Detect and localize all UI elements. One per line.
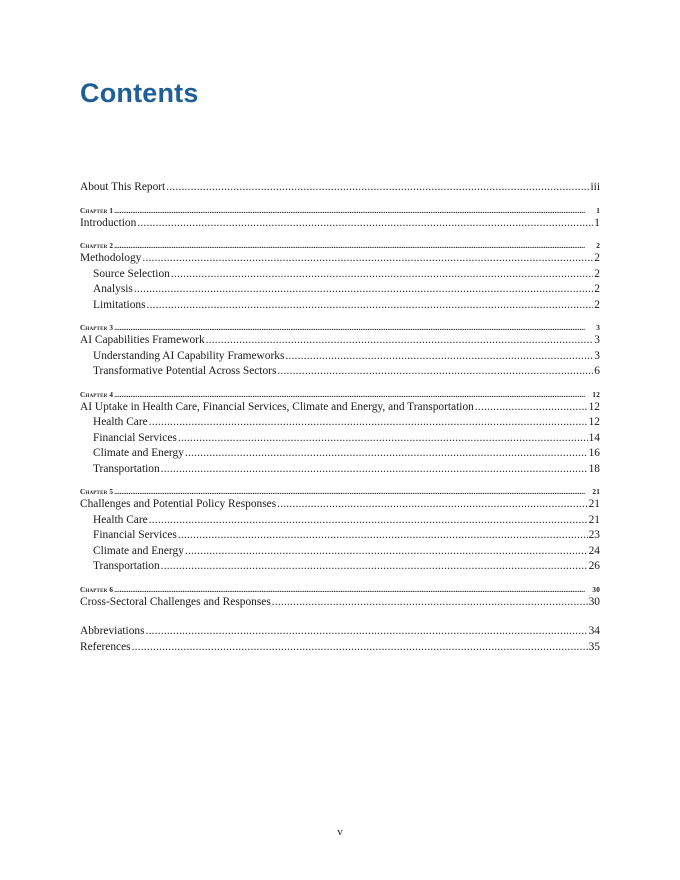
toc-entry-label: Methodology: [80, 252, 142, 264]
toc-entry-label: Health Care: [93, 513, 148, 526]
dot-leader: [171, 267, 593, 283]
toc-entry-label: About This Report: [80, 181, 166, 193]
dot-leader: [185, 544, 588, 560]
toc-chapter-2[interactable]: [80, 241, 600, 251]
toc-entry-label: Transportation: [93, 462, 160, 475]
dot-leader: [114, 390, 591, 400]
dot-leader: [114, 241, 595, 251]
toc-entry-transformative[interactable]: [80, 364, 600, 380]
toc-chapter-label: Chapter 5: [80, 488, 114, 496]
toc-entry-ch5-climate-energy[interactable]: [80, 544, 600, 560]
dot-leader: [142, 251, 593, 267]
toc-entry-label: Climate and Energy: [93, 447, 184, 459]
toc-entry-label: Abbreviations: [80, 625, 145, 637]
toc-entry-page: 2: [594, 252, 600, 264]
toc-entry-page: 12: [588, 400, 600, 413]
dot-leader: [137, 216, 593, 232]
toc-entry-page: 26: [588, 560, 600, 572]
toc-entry-references[interactable]: [80, 640, 600, 656]
toc-entry-page: 14: [588, 431, 600, 444]
toc-entry-label: AI Capabilities Framework: [80, 334, 205, 346]
toc-entry-page: 2: [594, 298, 600, 311]
toc-chapter-label: Chapter 6: [80, 585, 114, 594]
toc-entry-label: Analysis: [93, 283, 133, 295]
toc-entry-page: iii: [590, 181, 600, 193]
dot-leader: [178, 431, 588, 447]
toc-entry-label: Climate and Energy: [93, 544, 184, 557]
dot-leader: [114, 206, 595, 216]
toc-chapter-page: 1: [596, 206, 600, 215]
dot-leader: [272, 595, 588, 611]
toc-entry-ch4-transportation[interactable]: [80, 462, 600, 478]
toc-entry-cross-sectoral[interactable]: [80, 595, 600, 611]
toc-entry-label: Challenges and Potential Policy Responses: [80, 498, 277, 510]
dot-leader: [178, 528, 588, 544]
toc-entry-ai-uptake[interactable]: [80, 400, 600, 416]
dot-leader: [132, 640, 588, 656]
toc-chapter-page: 3: [596, 324, 600, 332]
toc-entry-label: Transformative Potential Across Sectors: [93, 365, 277, 377]
toc-entry-page: 3: [594, 349, 600, 362]
toc-chapter-page: 30: [592, 585, 600, 594]
dot-leader: [149, 415, 588, 431]
toc-entry-ch5-health-care[interactable]: [80, 513, 600, 529]
toc-entry-page: 18: [588, 462, 600, 475]
toc-entry-page: 35: [588, 640, 600, 653]
toc-entry-ai-capabilities[interactable]: [80, 333, 600, 349]
toc-entry-label: Limitations: [93, 298, 146, 311]
toc-entry-page: 21: [588, 513, 600, 526]
toc-entry-page: 16: [588, 447, 600, 459]
toc-entry-page: 12: [588, 416, 600, 428]
toc-chapter-page: 21: [592, 488, 600, 496]
toc-chapter-6[interactable]: [80, 585, 600, 595]
toc-entry-page: 34: [588, 625, 600, 637]
toc-entry-understanding[interactable]: [80, 349, 600, 365]
dot-leader: [114, 487, 591, 497]
toc-entry-page: 21: [588, 498, 600, 510]
toc-entry-label: Financial Services: [93, 431, 177, 444]
dot-leader: [277, 364, 593, 380]
toc-chapter-label: Chapter 1: [80, 206, 114, 215]
toc-entry-page: 30: [588, 595, 600, 608]
toc-chapter-label: Chapter 3: [80, 324, 114, 332]
toc-entry-label: Health Care: [93, 416, 148, 428]
dot-leader: [114, 323, 595, 333]
dot-leader: [161, 462, 588, 478]
dot-leader: [114, 585, 591, 595]
toc-entry-page: 3: [594, 334, 600, 346]
toc-entry-page: 23: [588, 529, 600, 541]
toc-entry-ch5-transportation[interactable]: [80, 559, 600, 575]
toc-chapter-page: 12: [592, 390, 600, 399]
dot-leader: [147, 298, 594, 314]
toc-entry-label: Transportation: [93, 560, 160, 572]
toc-entry-ch4-climate-energy[interactable]: [80, 446, 600, 462]
page-title: Contents: [80, 78, 199, 108]
toc-entry-about[interactable]: [80, 180, 600, 196]
dot-leader: [475, 400, 588, 416]
toc-entry-page: 1: [594, 216, 600, 229]
toc-entry-page: 24: [588, 544, 600, 557]
toc-entry-label: Financial Services: [93, 529, 177, 541]
toc-entry-analysis[interactable]: [80, 282, 600, 298]
toc-chapter-3[interactable]: [80, 323, 600, 333]
toc-chapter-label: Chapter 4: [80, 390, 114, 399]
toc-entry-label: References: [80, 640, 131, 653]
toc-entry-page: 2: [594, 267, 600, 280]
toc-entry-ch5-financial-services[interactable]: [80, 528, 600, 544]
toc-entry-ch4-financial-services[interactable]: [80, 431, 600, 447]
toc-chapter-5[interactable]: [80, 487, 600, 497]
dot-leader: [134, 282, 593, 298]
toc-entry-ch4-health-care[interactable]: [80, 415, 600, 431]
dot-leader: [206, 333, 594, 349]
toc-chapter-1[interactable]: [80, 206, 600, 216]
toc-entry-page: 6: [594, 365, 600, 377]
toc-entry-page: 2: [594, 283, 600, 295]
toc-entry-challenges[interactable]: [80, 497, 600, 513]
dot-leader: [185, 446, 588, 462]
dot-leader: [161, 559, 588, 575]
toc-entry-abbreviations[interactable]: [80, 624, 600, 640]
toc-entry-label: AI Uptake in Health Care, Financial Services, Climate and Energy, and Transportation: [80, 400, 474, 413]
toc-chapter-page: 2: [596, 242, 600, 250]
page-number: v: [337, 826, 343, 838]
dot-leader: [285, 349, 593, 365]
toc-entry-label: Understanding AI Capability Frameworks: [93, 349, 285, 362]
toc-chapter-4[interactable]: [80, 390, 600, 400]
toc-entry-label: Cross-Sectoral Challenges and Responses: [80, 595, 271, 608]
toc-entry-source-selection[interactable]: [80, 267, 600, 283]
toc-entry-limitations[interactable]: [80, 298, 600, 314]
toc-chapter-label: Chapter 2: [80, 242, 114, 250]
toc-entry-introduction[interactable]: [80, 216, 600, 232]
toc-entry-methodology[interactable]: [80, 251, 600, 267]
dot-leader: [277, 497, 587, 513]
dot-leader: [146, 624, 588, 640]
dot-leader: [149, 513, 588, 529]
toc-entry-label: Introduction: [80, 216, 137, 229]
table-of-contents: [80, 180, 600, 655]
dot-leader: [166, 180, 589, 196]
toc-entry-label: Source Selection: [93, 267, 170, 280]
